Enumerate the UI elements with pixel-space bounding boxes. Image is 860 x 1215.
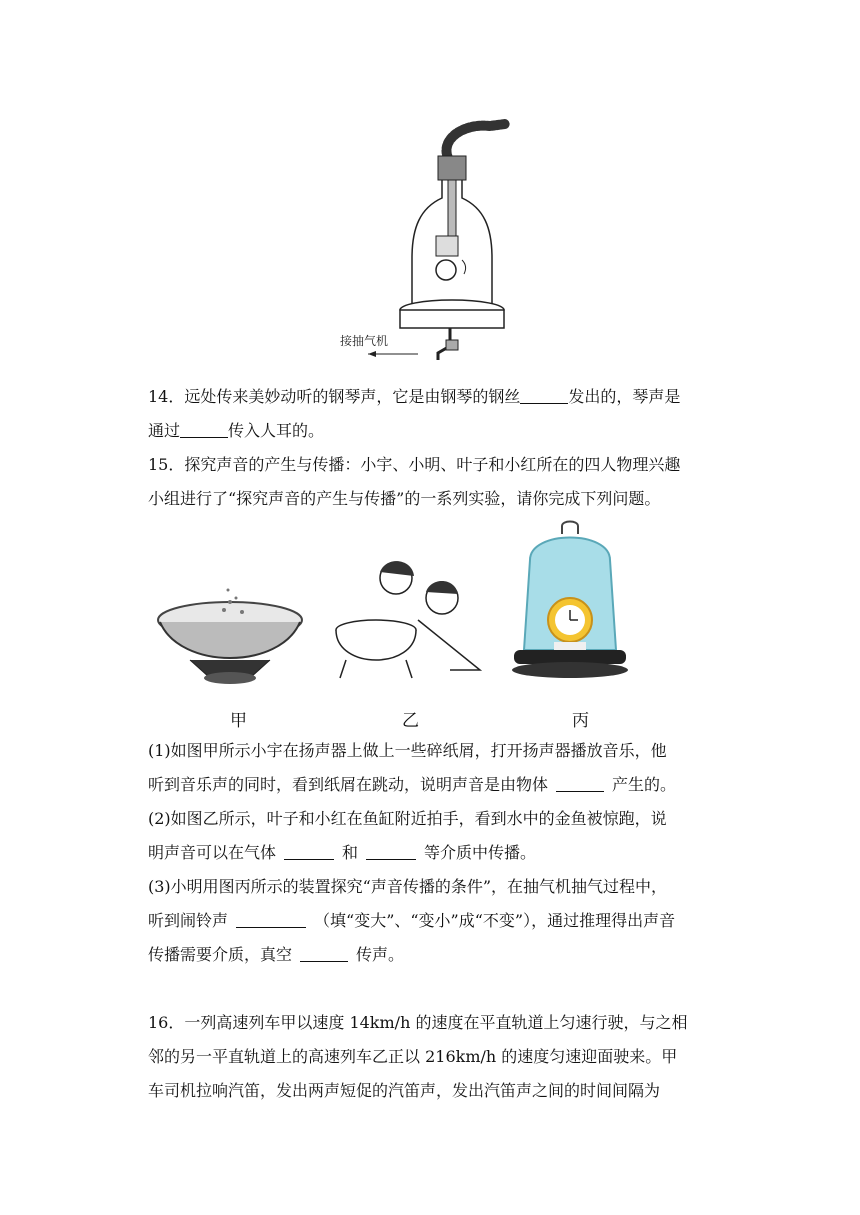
q15-line-2: 小组进行了“探究声音的产生与传播”的一系列实验，请你完成下列问题。 — [148, 489, 661, 508]
figure-caption-yi: 乙 — [402, 711, 419, 731]
answer-blank[interactable] — [556, 775, 604, 792]
alarm-clock-jar-figure — [512, 522, 628, 679]
question-16 — [148, 1006, 718, 1108]
answer-blank[interactable] — [236, 911, 306, 928]
q14-line-2: 通过 传入人耳的。 — [148, 421, 325, 440]
answer-blank[interactable] — [366, 843, 416, 860]
q15-part1-line-1: (1)如图甲所示小宇在扬声器上做上一些碎纸屑，打开扬声器播放音乐，他 — [148, 741, 667, 760]
q15-part1-line-2: 听到音乐声的同时，看到纸屑在跳动，说明声音是由物体 产生的。 — [148, 775, 677, 794]
q15-part3-line-3: 传播需要介质，真空 传声。 — [148, 945, 405, 964]
q16-line-3: 车司机拉响汽笛，发出两声短促的汽笛声，发出汽笛声之间的时间间隔为 — [148, 1081, 661, 1100]
q16-line-2: 邻的另一平直轨道上的高速列车乙正以 216km/h 的速度匀速迎面驶来。甲 — [148, 1047, 678, 1066]
answer-blank[interactable] — [520, 387, 568, 404]
q15-line-1: 15．探究声音的产生与传播：小宇、小明、叶子和小红所在的四人物理兴趣 — [148, 455, 681, 474]
q16-line-1: 16．一列高速列车甲以速度 14km/h 的速度在平直轨道上匀速行驶，与之相 — [148, 1013, 688, 1032]
q15-part3-line-1: (3)小明用图丙所示的装置探究“声音传播的条件”，在抽气机抽气过程中， — [148, 877, 668, 896]
q15-part2-line-1: (2)如图乙所示，叶子和小红在鱼缸附近拍手，看到水中的金鱼被惊跑，说 — [148, 809, 667, 828]
answer-blank[interactable] — [284, 843, 334, 860]
speaker-figure — [158, 589, 302, 685]
q14-line-1: 14．远处传来美妙动听的钢琴声，它是由钢琴的钢丝 发出的，琴声是 — [148, 387, 681, 406]
figure-caption-jia: 甲 — [230, 711, 247, 731]
q15-part2-line-2: 明声音可以在气体 和 等介质中传播。 — [148, 843, 537, 862]
question-15-intro — [148, 448, 718, 516]
experiment-figures — [150, 520, 670, 730]
vacuum-pump-label: 接抽气机 — [340, 334, 389, 348]
question-15-parts — [148, 734, 718, 972]
answer-blank[interactable] — [180, 421, 228, 438]
fishbowl-figure — [336, 561, 480, 678]
question-14 — [148, 380, 718, 448]
answer-blank[interactable] — [300, 945, 348, 962]
figure-caption-bing: 丙 — [572, 711, 589, 731]
q15-part3-line-2: 听到闹铃声 （填“变大”、“变小”成“不变”），通过推理得出声音 — [148, 911, 676, 930]
